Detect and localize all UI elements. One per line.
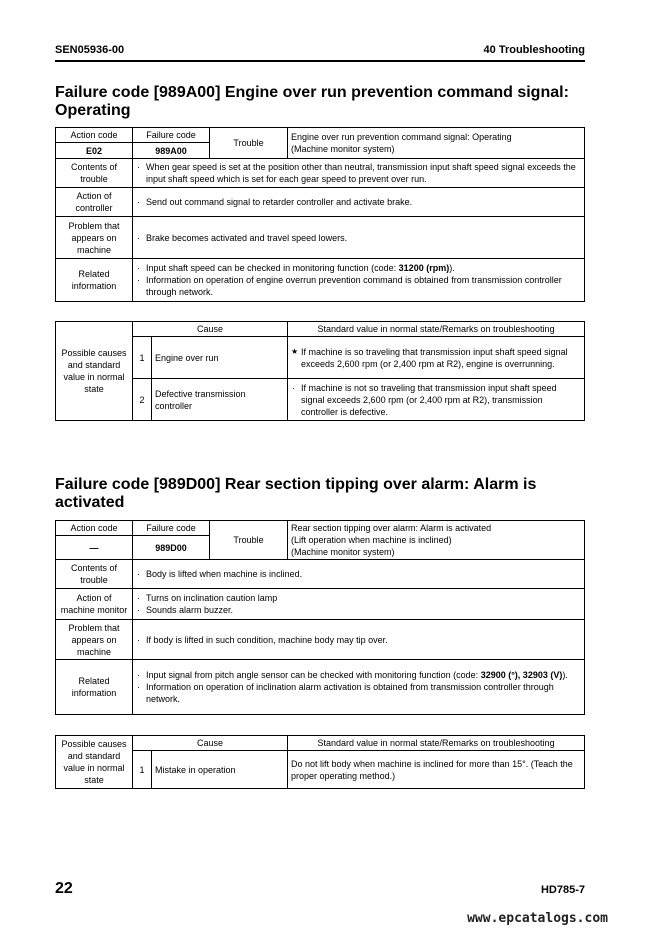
contents-value: · Body is lifted when machine is inclined.	[133, 560, 585, 589]
problem-label: Problem that appears on machine	[56, 217, 133, 259]
cause-remark: ★ If machine is so traveling that transmission input shaft speed signal exceeds 2,600 rpm (or 2,400 rpm at R2), engine is overrunning.	[288, 337, 585, 379]
cause-number: 2	[133, 379, 152, 421]
trouble-label: Trouble	[210, 128, 288, 159]
related-label: Related information	[56, 660, 133, 715]
problem-label: Problem that appears on machine	[56, 620, 133, 660]
action-item: · Turns on inclination caution lamp	[136, 592, 581, 604]
trouble-line: Engine over run prevention command signal: Operating	[291, 132, 512, 142]
failure-code-value: 989A00	[133, 143, 210, 159]
cause-header: Cause	[133, 736, 288, 751]
section2-title: Failure code [989D00] Rear section tipping over alarm: Alarm is activated	[55, 476, 537, 511]
action-code-label: Action code	[56, 521, 133, 536]
trouble-description	[288, 128, 585, 159]
contents-value: · When gear speed is set at the position other than neutral, transmission input shaft speed signal exceeds the input shaft speed which is set for each gear speed to prevent over run.	[133, 159, 585, 188]
section-name: 40 Troubleshooting	[483, 44, 585, 56]
related-item: · Information on operation of engine overrun prevention command is obtained from transmission controller through network.	[136, 274, 581, 298]
trouble-line: (Machine monitor system)	[291, 144, 395, 154]
section1-info-table	[55, 127, 585, 302]
contents-label: Contents of trouble	[56, 159, 133, 188]
action-code-value: E02	[56, 143, 133, 159]
watermark-link[interactable]: www.epcatalogs.com	[467, 911, 608, 926]
page-header	[55, 44, 585, 60]
action-code-value: —	[56, 536, 133, 560]
trouble-line: (Machine monitor system)	[291, 547, 395, 557]
cause-number: 1	[133, 337, 152, 379]
section2-info-table	[55, 520, 585, 715]
related-item: · Input signal from pitch angle sensor can be checked with monitoring function (code: 32900 (°), 32903 (V)).	[136, 669, 581, 681]
action-value: · Send out command signal to retarder controller and activate brake.	[133, 188, 585, 217]
std-value-header: Standard value in normal state/Remarks on troubleshooting	[288, 322, 585, 337]
section1-title: Failure code [989A00] Engine over run prevention command signal: Operating	[55, 84, 569, 119]
related-value	[133, 259, 585, 302]
contents-label: Contents of trouble	[56, 560, 133, 589]
problem-value: · Brake becomes activated and travel speed lowers.	[133, 217, 585, 259]
cause-remark: Do not lift body when machine is inclined for more than 15°. (Teach the proper operating method.)	[288, 751, 585, 789]
failure-code-value: 989D00	[133, 536, 210, 560]
cause-remark: · If machine is not so traveling that transmission input shaft speed signal exceeds 2,600 rpm (or 2,400 rpm at R2), transmission controller is defective.	[288, 379, 585, 421]
cause-header: Cause	[133, 322, 288, 337]
problem-value: · If body is lifted in such condition, machine body may tip over.	[133, 620, 585, 660]
action-label: Action of machine monitor	[56, 589, 133, 620]
related-value	[133, 660, 585, 715]
cause-name: Defective transmission controller	[152, 379, 288, 421]
action-value	[133, 589, 585, 620]
related-item: · Input shaft speed can be checked in monitoring function (code: 31200 (rpm)).	[136, 262, 581, 274]
trouble-line: Rear section tipping over alarm: Alarm is activated	[291, 523, 492, 533]
header-rule	[55, 60, 585, 62]
std-value-header: Standard value in normal state/Remarks on troubleshooting	[288, 736, 585, 751]
section2-causes-table	[55, 735, 585, 789]
possible-causes-label: Possible causes and standard value in normal state	[56, 322, 133, 421]
failure-code-label: Failure code	[133, 128, 210, 143]
failure-code-label: Failure code	[133, 521, 210, 536]
model-number: HD785-7	[540, 884, 585, 896]
action-label: Action of controller	[56, 188, 133, 217]
trouble-description	[288, 521, 585, 560]
page-number: 22	[55, 880, 73, 897]
action-item: · Sounds alarm buzzer.	[136, 604, 581, 616]
cause-number: 1	[133, 751, 152, 789]
action-code-label: Action code	[56, 128, 133, 143]
trouble-line: (Lift operation when machine is inclined)	[291, 535, 452, 545]
related-label: Related information	[56, 259, 133, 302]
cause-name: Mistake in operation	[152, 751, 288, 789]
trouble-label: Trouble	[210, 521, 288, 560]
cause-name: Engine over run	[152, 337, 288, 379]
related-item: · Information on operation of inclination alarm activation is obtained from transmission controller through network.	[136, 681, 581, 705]
possible-causes-label: Possible causes and standard value in normal state	[56, 736, 133, 789]
doc-code: SEN05936-00	[55, 44, 125, 56]
section1-causes-table	[55, 321, 585, 421]
